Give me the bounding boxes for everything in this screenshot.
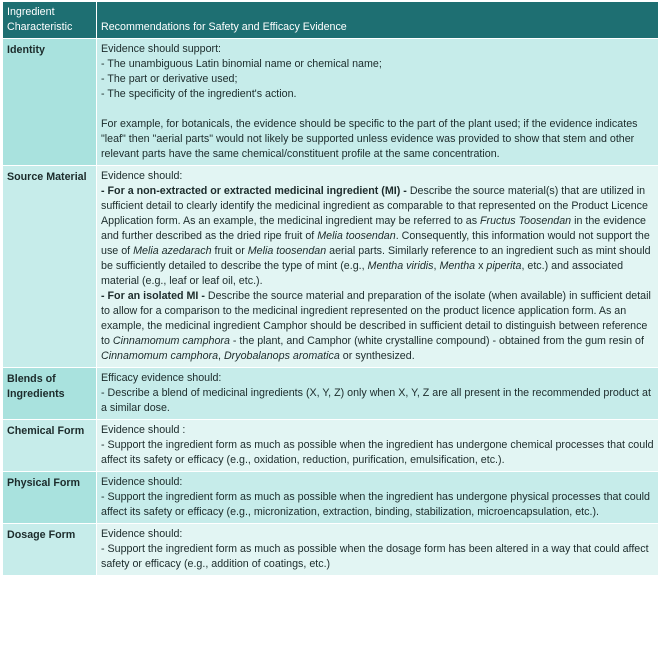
dosage-intro: Evidence should: [101,528,183,540]
recommendations-table [2,1,659,576]
physical-intro: Evidence should: [101,476,183,488]
row-physical-form [3,472,659,524]
row-label-dosage-form: Dosage Form [3,524,97,576]
identity-item: - The specificity of the ingredient's action. [101,88,297,100]
identity-intro: Evidence should support: [101,43,222,55]
identity-example: For example, for botanicals, the evidence should be specific to the part of the plant used; if the evidence indicates "leaf" then "aerial parts" would not likely be supported unless evidence was provided to show that stem and other relevant parts have the same chemical/constituent profile at the same concentration. [101,118,638,160]
blends-intro: Efficacy evidence should: [101,372,222,384]
row-content-chemical-form [97,420,659,472]
row-blends [3,368,659,420]
source-bullet-isolated: - For an isolated MI - Describe the source material and preparation of the isolate (when available) in sufficient detail to allow for a comparison to the medicinal ingredient represented on the product licence application form. As an example, the medicinal ingredient Camphor should be described in sufficient detail to distinguish between reference to Cinnamomum camphora - the plant, and Camphor (white crystalline compound) - obtained from the gum resin of Cinnamomum camphora, Dryobalanops aromatica or synthesized. [101,290,651,362]
physical-text: - Support the ingredient form as much as possible when the ingredient has undergone physical processes that could affect its safety or efficacy (e.g., micronization, extraction, binding, stabilization, microencapsulation, etc.). [101,491,650,518]
row-dosage-form [3,524,659,576]
source-bullet-non-extracted: - For a non-extracted or extracted medicinal ingredient (MI) - Describe the source material(s) that are utilized in sufficient detail to clearly identify the medicinal ingredient as comparable to that represented on the Product Licence Application form. As an example, the medicinal ingredient may be referred to as Fructus Toosendan in the evidence and further described as the dried ripe fruit of Melia toosendan. Consequently, this information would not support the use of Melia azedarach fruit or Melia toosendan aerial parts. Similarly reference to an ingredient such as mint should be sufficiently detailed to describe the type of mint (e.g., Mentha viridis, Mentha x piperita, etc.) and associated material (e.g., leaf or leaf oil, etc.). [101,185,651,287]
row-label-source-material: Source Material [3,166,97,368]
identity-item: - The unambiguous Latin binomial name or chemical name; [101,58,382,70]
table-header [3,2,659,39]
row-identity [3,39,659,166]
row-chemical-form [3,420,659,472]
source-intro: Evidence should: [101,170,183,182]
row-label-blends: Blends of Ingredients [3,368,97,420]
row-content-identity [97,39,659,166]
row-content-source-material [97,166,659,368]
chemical-text: - Support the ingredient form as much as possible when the ingredient has undergone chemical processes that could affect its safety or efficacy (e.g., oxidation, reduction, purification, emulsification, etc.). [101,439,654,466]
row-label-physical-form: Physical Form [3,472,97,524]
identity-item: - The part or derivative used; [101,73,238,85]
row-label-identity: Identity [3,39,97,166]
row-content-blends [97,368,659,420]
row-content-dosage-form [97,524,659,576]
row-content-physical-form [97,472,659,524]
chemical-intro: Evidence should : [101,424,186,436]
header-col-characteristic: Ingredient Characteristic [3,2,97,39]
blends-text: - Describe a blend of medicinal ingredients (X, Y, Z) only when X, Y, Z are all present in the recommended product at a similar dose. [101,387,651,414]
dosage-text: - Support the ingredient form as much as possible when the dosage form has been altered in a way that could affect safety or efficacy (e.g., addition of coatings, etc.) [101,543,649,570]
header-col-recommendations: Recommendations for Safety and Efficacy Evidence [97,2,659,39]
row-source-material [3,166,659,368]
row-label-chemical-form: Chemical Form [3,420,97,472]
